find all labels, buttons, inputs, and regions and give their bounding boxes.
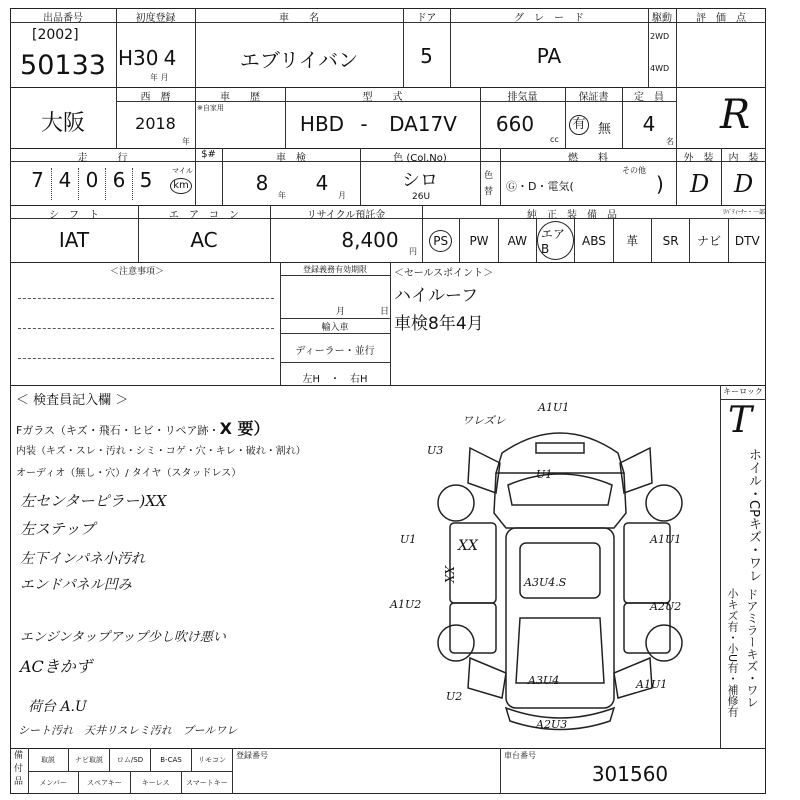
- selling-label: ＜セールスポイント＞: [394, 268, 494, 279]
- equip-label: エアB: [537, 221, 574, 260]
- glass-line: [16, 416, 269, 439]
- keylock-value: T: [728, 400, 753, 441]
- mark-left-front-door: U1: [400, 533, 417, 546]
- lot-year: [2002]: [32, 27, 79, 43]
- drive-label: 駆動: [652, 13, 672, 24]
- score-label: 評 価 点: [696, 13, 746, 24]
- accessory-item: スペアキー: [78, 771, 129, 794]
- equip-label: PW: [469, 233, 489, 248]
- mark-roof: A3U4.S: [524, 576, 567, 589]
- mileage-unit: km: [170, 178, 192, 194]
- vertical-note-mirror: ドアミラーキズ・ワレ: [745, 588, 759, 708]
- reg-no-label: 登録番号: [236, 751, 268, 760]
- chassis-label: 車台番号: [504, 751, 536, 760]
- inspector-title: ＜ 検査員記入欄 ＞: [16, 393, 129, 408]
- displacement: 660: [495, 112, 535, 136]
- recycle-label: リサイクル預託金: [306, 210, 386, 221]
- color-code: 26U: [412, 192, 431, 202]
- displacement-unit: cc: [550, 135, 559, 144]
- warranty-yes: 有: [569, 115, 589, 135]
- inspection-year-unit: 年: [278, 191, 286, 200]
- exterior-label: 外 装: [683, 153, 714, 164]
- grade: PA: [536, 44, 562, 68]
- capacity-unit: 名: [666, 137, 674, 146]
- equip-label: PS: [429, 230, 452, 252]
- inspection-label: 車 検: [276, 153, 306, 164]
- doors: 5: [420, 44, 433, 68]
- footer-items-row2: [28, 771, 232, 794]
- warranty-no: 無: [598, 122, 612, 137]
- accessory-item: スマートキー: [181, 771, 232, 794]
- hand-note: シート汚れ 天井リスレミ汚れ ブールワレ: [18, 724, 238, 737]
- exterior-score: D: [690, 170, 710, 198]
- selling-point-2: 車検8年4月: [394, 314, 484, 334]
- equip-label: 革: [626, 234, 639, 248]
- interior-score: D: [734, 170, 754, 198]
- accessory-item: リモコン: [191, 748, 232, 771]
- glass-text: Fガラス（キズ・飛石・ヒビ・リペア跡・: [16, 424, 220, 437]
- mileage-digit: 5: [132, 168, 159, 200]
- grade-label: グ レ ー ド: [514, 13, 584, 24]
- mark-right-front: A1U1: [650, 533, 682, 546]
- auction-sheet: [10, 8, 766, 794]
- mileage-digit: 4: [51, 168, 78, 200]
- caution-label: ＜注意事項＞: [110, 267, 165, 277]
- inspection-year: 8: [255, 171, 269, 195]
- fuel-other: その他: [622, 166, 646, 175]
- lot-number: 50133: [20, 50, 106, 81]
- year: 2018: [135, 114, 176, 133]
- reg-month: 4: [163, 46, 177, 70]
- west-label: 西 暦: [140, 92, 171, 103]
- inspection-month: 4: [315, 171, 329, 195]
- reg-era: H30: [118, 46, 159, 70]
- mark-right-rear: A2U2: [650, 600, 682, 613]
- region: 大阪: [40, 111, 85, 136]
- equip-label: AW: [507, 233, 528, 248]
- accessory-item: B-CAS: [150, 748, 191, 771]
- dealer-option: ディーラー・並行: [295, 346, 375, 357]
- mark-front-left: U3: [427, 444, 444, 457]
- model-dash: -: [360, 112, 368, 136]
- accessory-item: メンバー: [39, 778, 67, 787]
- fuel-label: 燃 料: [568, 153, 608, 164]
- mileage-digit: 7: [31, 168, 44, 192]
- model-prefix: HBD: [299, 112, 345, 136]
- mark-front-glass: ワレズレ: [462, 414, 506, 427]
- shift-label: シ フ ト: [49, 210, 99, 221]
- warranty-label: 保証書: [578, 92, 609, 103]
- mark-rear-right: A1U1: [636, 678, 668, 691]
- hand-note: 左下インパネ小汚れ: [20, 551, 146, 567]
- year-unit: 年: [182, 137, 190, 146]
- score-value: R: [720, 92, 751, 138]
- fuel-options: Ⓖ・D・電気(: [506, 180, 574, 193]
- color-label: 色 (Col.No): [393, 153, 447, 164]
- mark-front-bumper: A1U1: [538, 401, 570, 414]
- fuel-close: ): [656, 172, 664, 196]
- drive-4wd: 4WD: [650, 64, 670, 73]
- mark-back-door: A3U4: [528, 674, 560, 687]
- glass-mark: X 要）: [219, 419, 270, 438]
- tv-label: ﾘﾊﾞﾃｨｰﾅｰ・一部: [722, 209, 765, 216]
- equipment-cells: [422, 218, 766, 263]
- reg-label: 初度登録: [135, 13, 176, 24]
- hand-note: 左ステップ: [20, 520, 95, 538]
- audio-line: オーディオ（無し・穴）/ タイヤ（スタッドレス）: [16, 468, 242, 479]
- car-name: エブリイバン: [239, 48, 359, 72]
- expiry-month: 月: [336, 307, 346, 317]
- inspection-month-unit: 月: [338, 191, 346, 200]
- mark-rear-left: U2: [446, 690, 463, 703]
- mark-left-xx2: XX: [442, 566, 456, 584]
- import-label: 輸入車: [321, 323, 349, 333]
- door-label: ドア: [416, 13, 437, 24]
- mark-left-rear: A1U2: [390, 598, 422, 611]
- mark-rear-bumper: A2U3: [536, 718, 568, 731]
- history-sub: ※自家用: [197, 104, 224, 112]
- accessory-item: 取説: [41, 755, 55, 764]
- capacity: 4: [642, 112, 656, 136]
- equip-item: [651, 218, 689, 263]
- color-change: 色替: [484, 171, 494, 197]
- accessory-item: ロム/SD: [109, 748, 150, 771]
- equip-label: DTV: [734, 233, 760, 248]
- equip-label: ナビ: [696, 234, 721, 248]
- equip-label: SR: [662, 233, 679, 248]
- equip-item: [613, 218, 651, 263]
- footer-equip-header: 備 付 品: [14, 751, 24, 787]
- recycle-unit: 円: [409, 247, 417, 256]
- history-label: 車 歴: [220, 92, 260, 103]
- ac-label: エ ア コ ン: [169, 210, 239, 221]
- hand-note: エンドパネル凹み: [20, 577, 132, 593]
- model-code: DA17V: [389, 112, 457, 136]
- equip-item: [689, 218, 727, 263]
- handle-option: 左H ・ 右H: [302, 374, 368, 385]
- equip-item: [459, 218, 497, 263]
- equip-label: ABS: [582, 233, 606, 248]
- footer-items-row1: [28, 748, 232, 771]
- mileage-digit: 0: [78, 168, 105, 200]
- recycle-fee: 8,400: [341, 228, 399, 252]
- hand-note: 荷台 A.U: [28, 699, 87, 715]
- prev-label: $#: [201, 149, 216, 160]
- displacement-label: 排気量: [507, 92, 538, 103]
- mileage-digit: 6: [105, 168, 132, 200]
- mileage-unit-top: マイル: [172, 167, 193, 175]
- drive-2wd: 2WD: [650, 32, 670, 41]
- accessory-item: ナビ取説: [68, 748, 109, 771]
- accessory-item: キーレス: [130, 771, 181, 794]
- hand-note: 左センターピラー)XX: [20, 492, 167, 510]
- mark-hood: U1: [536, 468, 553, 481]
- shift: IAT: [58, 228, 90, 252]
- interior-label: 内 装: [728, 153, 759, 164]
- capacity-label: 定 員: [634, 92, 664, 103]
- equip-item: [536, 218, 574, 263]
- equip-item: [574, 218, 612, 263]
- keylock-label: キーロック: [723, 387, 763, 396]
- hand-note: ACきかず: [20, 657, 92, 676]
- equipment-label: 純 正 装 備 品: [527, 210, 617, 221]
- vertical-note-minor: 小キズ有・小U有・補修有: [726, 588, 739, 718]
- mileage-label: 走 行: [77, 153, 128, 164]
- hand-note: エンジンタップアップ少し吹け悪い: [20, 630, 226, 645]
- chassis-number: 301560: [591, 762, 669, 786]
- selling-point-1: ハイルーフ: [394, 286, 479, 306]
- equip-item: [498, 218, 536, 263]
- expiry-day: 日: [380, 307, 390, 317]
- equip-item: [728, 218, 766, 263]
- mark-left-xx: XX: [458, 538, 478, 554]
- color: シロ: [402, 170, 438, 191]
- vertical-note-wheel: ホイル・CPキズ・ワレ: [746, 448, 761, 582]
- reg-expiry-label: 登録義務有効期限: [303, 265, 367, 274]
- reg-units: 年 月: [150, 73, 169, 82]
- type-label: 型 式: [362, 92, 403, 103]
- interior-line: 内装（キズ・スレ・汚れ・シミ・コゲ・穴・キレ・破れ・割れ）: [16, 446, 306, 457]
- equip-item: [422, 218, 459, 263]
- name-label: 車 名: [279, 13, 319, 24]
- lot-label: 出品番号: [43, 13, 83, 24]
- ac: AC: [190, 228, 218, 252]
- mileage-digits: [24, 168, 174, 200]
